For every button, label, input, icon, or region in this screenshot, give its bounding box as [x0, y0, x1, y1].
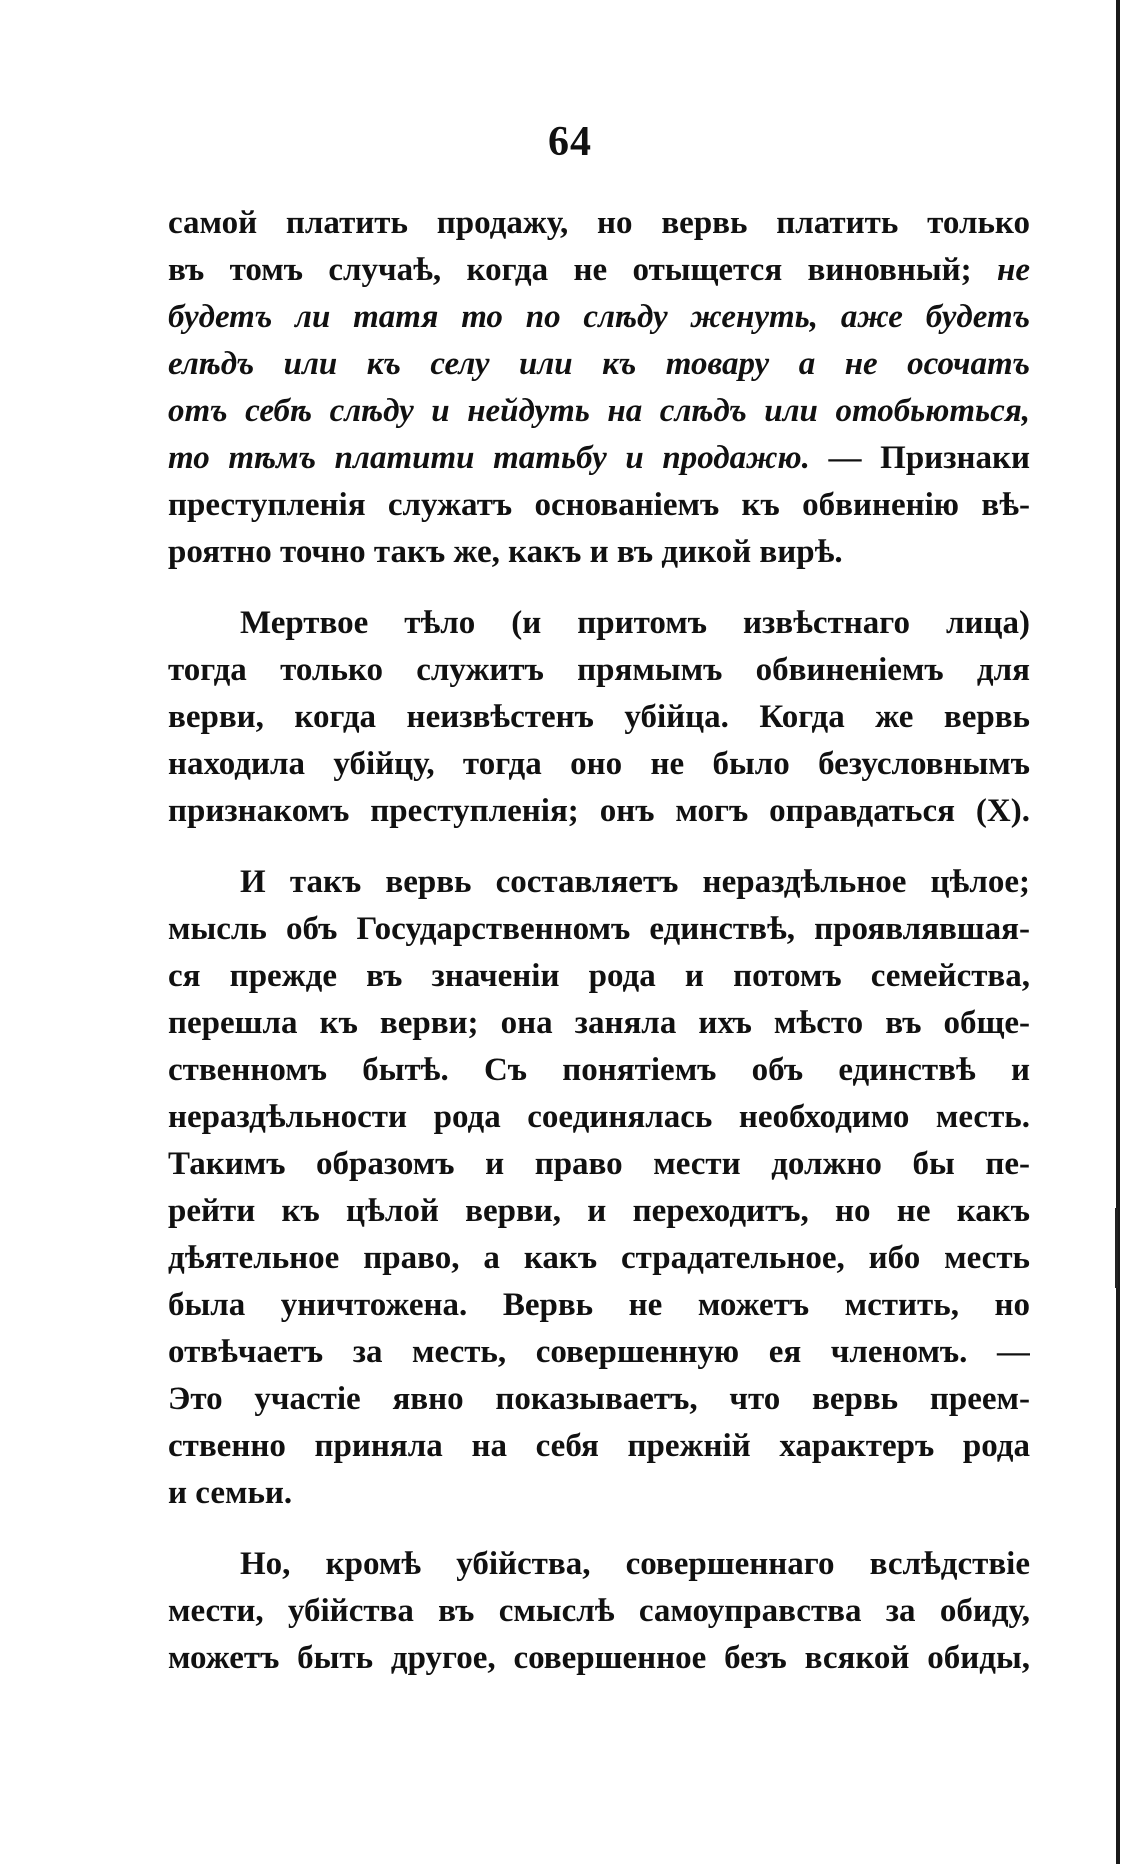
text-line: находила убійцу, тогда оно не было безусловнымъ — [168, 746, 1030, 782]
text-line: отъ себѣ слѣду и нейдуть на слѣдъ или отобьються, — [168, 393, 1030, 429]
text-line: рейти къ цѣлой верви, и переходитъ, но не какъ — [168, 1193, 1030, 1229]
text-line: ственномъ бытѣ. Съ понятіемъ объ единствѣ и — [168, 1052, 1030, 1088]
text-line: отвѣчаетъ за месть, совершенную ея членомъ. — — [168, 1334, 1030, 1370]
text-line: будетъ ли татя то по слѣду женуть, аже будетъ — [168, 299, 1030, 335]
text-line: перешла къ верви; она заняла ихъ мѣсто въ обще- — [168, 1005, 1030, 1041]
paragraph-gap — [168, 1517, 1030, 1541]
page-number: 64 — [548, 119, 592, 165]
text-line: роятно точно такъ же, какъ и въ дикой вирѣ. — [168, 534, 843, 570]
text-line: елѣдъ или къ селу или къ товару а не осочатъ — [168, 346, 1030, 382]
text-line: Это участіе явно показываетъ, что вервь преем- — [168, 1381, 1030, 1417]
text-line: преступленія служатъ основаніемъ къ обвиненію вѣ- — [168, 487, 1030, 523]
text-line: признакомъ преступленія; онъ могъ оправдаться (X). — [168, 793, 1030, 829]
text-line-roman: — Признаки — [828, 440, 1030, 476]
text-line: мести, убійства въ смыслѣ самоуправства за обиду, — [168, 1593, 1030, 1629]
paragraph-gap — [168, 835, 1030, 859]
scan-border — [1116, 0, 1120, 1864]
text-line-italic: то тѣмъ платити татьбу и продажю. — [168, 440, 810, 476]
text-line: дѣятельное право, а какъ страдательное, ибо месть — [168, 1240, 1030, 1276]
text-line: и семьи. — [168, 1475, 293, 1511]
text-line: можетъ быть другое, совершенное безъ всякой обиды, — [168, 1640, 1030, 1676]
text-line: ственно приняла на себя прежній характеръ рода — [168, 1428, 1030, 1464]
paragraph-3 — [168, 859, 1030, 1517]
text-line-roman: въ томъ случаѣ, когда не отыщется виновный; — [168, 252, 972, 288]
text-line — [168, 435, 1030, 482]
text-line — [168, 247, 1030, 294]
text-line: была уничтожена. Вервь не можетъ мстить, но — [168, 1287, 1030, 1323]
text-line: самой платить продажу, но вервь платить только — [168, 205, 1030, 241]
paragraph-gap — [168, 576, 1030, 600]
paragraph-2 — [168, 600, 1030, 835]
scan-mark — [1115, 1208, 1118, 1288]
text-line: тогда только служитъ прямымъ обвиненіемъ для — [168, 652, 1030, 688]
text-line: мысль объ Государственномъ единствѣ, проявлявшая- — [168, 911, 1030, 947]
text-line: Но, кромѣ убійства, совершеннаго вслѣдствіе — [240, 1546, 1030, 1582]
paragraph-1 — [168, 200, 1030, 576]
text-line: верви, когда неизвѣстенъ убійца. Когда же вервь — [168, 699, 1030, 735]
text-line-italic: не — [997, 252, 1030, 288]
page-body — [168, 200, 1030, 1682]
text-line: Такимъ образомъ и право мести должно бы пе- — [168, 1146, 1030, 1182]
text-line: И такъ вервь составляетъ нераздѣльное цѣлое; — [240, 864, 1030, 900]
text-line: Мертвое тѣло (и притомъ извѣстнаго лица) — [240, 605, 1030, 641]
text-line: нераздѣльности рода соединялась необходимо месть. — [168, 1099, 1030, 1135]
paragraph-4 — [168, 1541, 1030, 1682]
text-line: ся прежде въ значеніи рода и потомъ семейства, — [168, 958, 1030, 994]
